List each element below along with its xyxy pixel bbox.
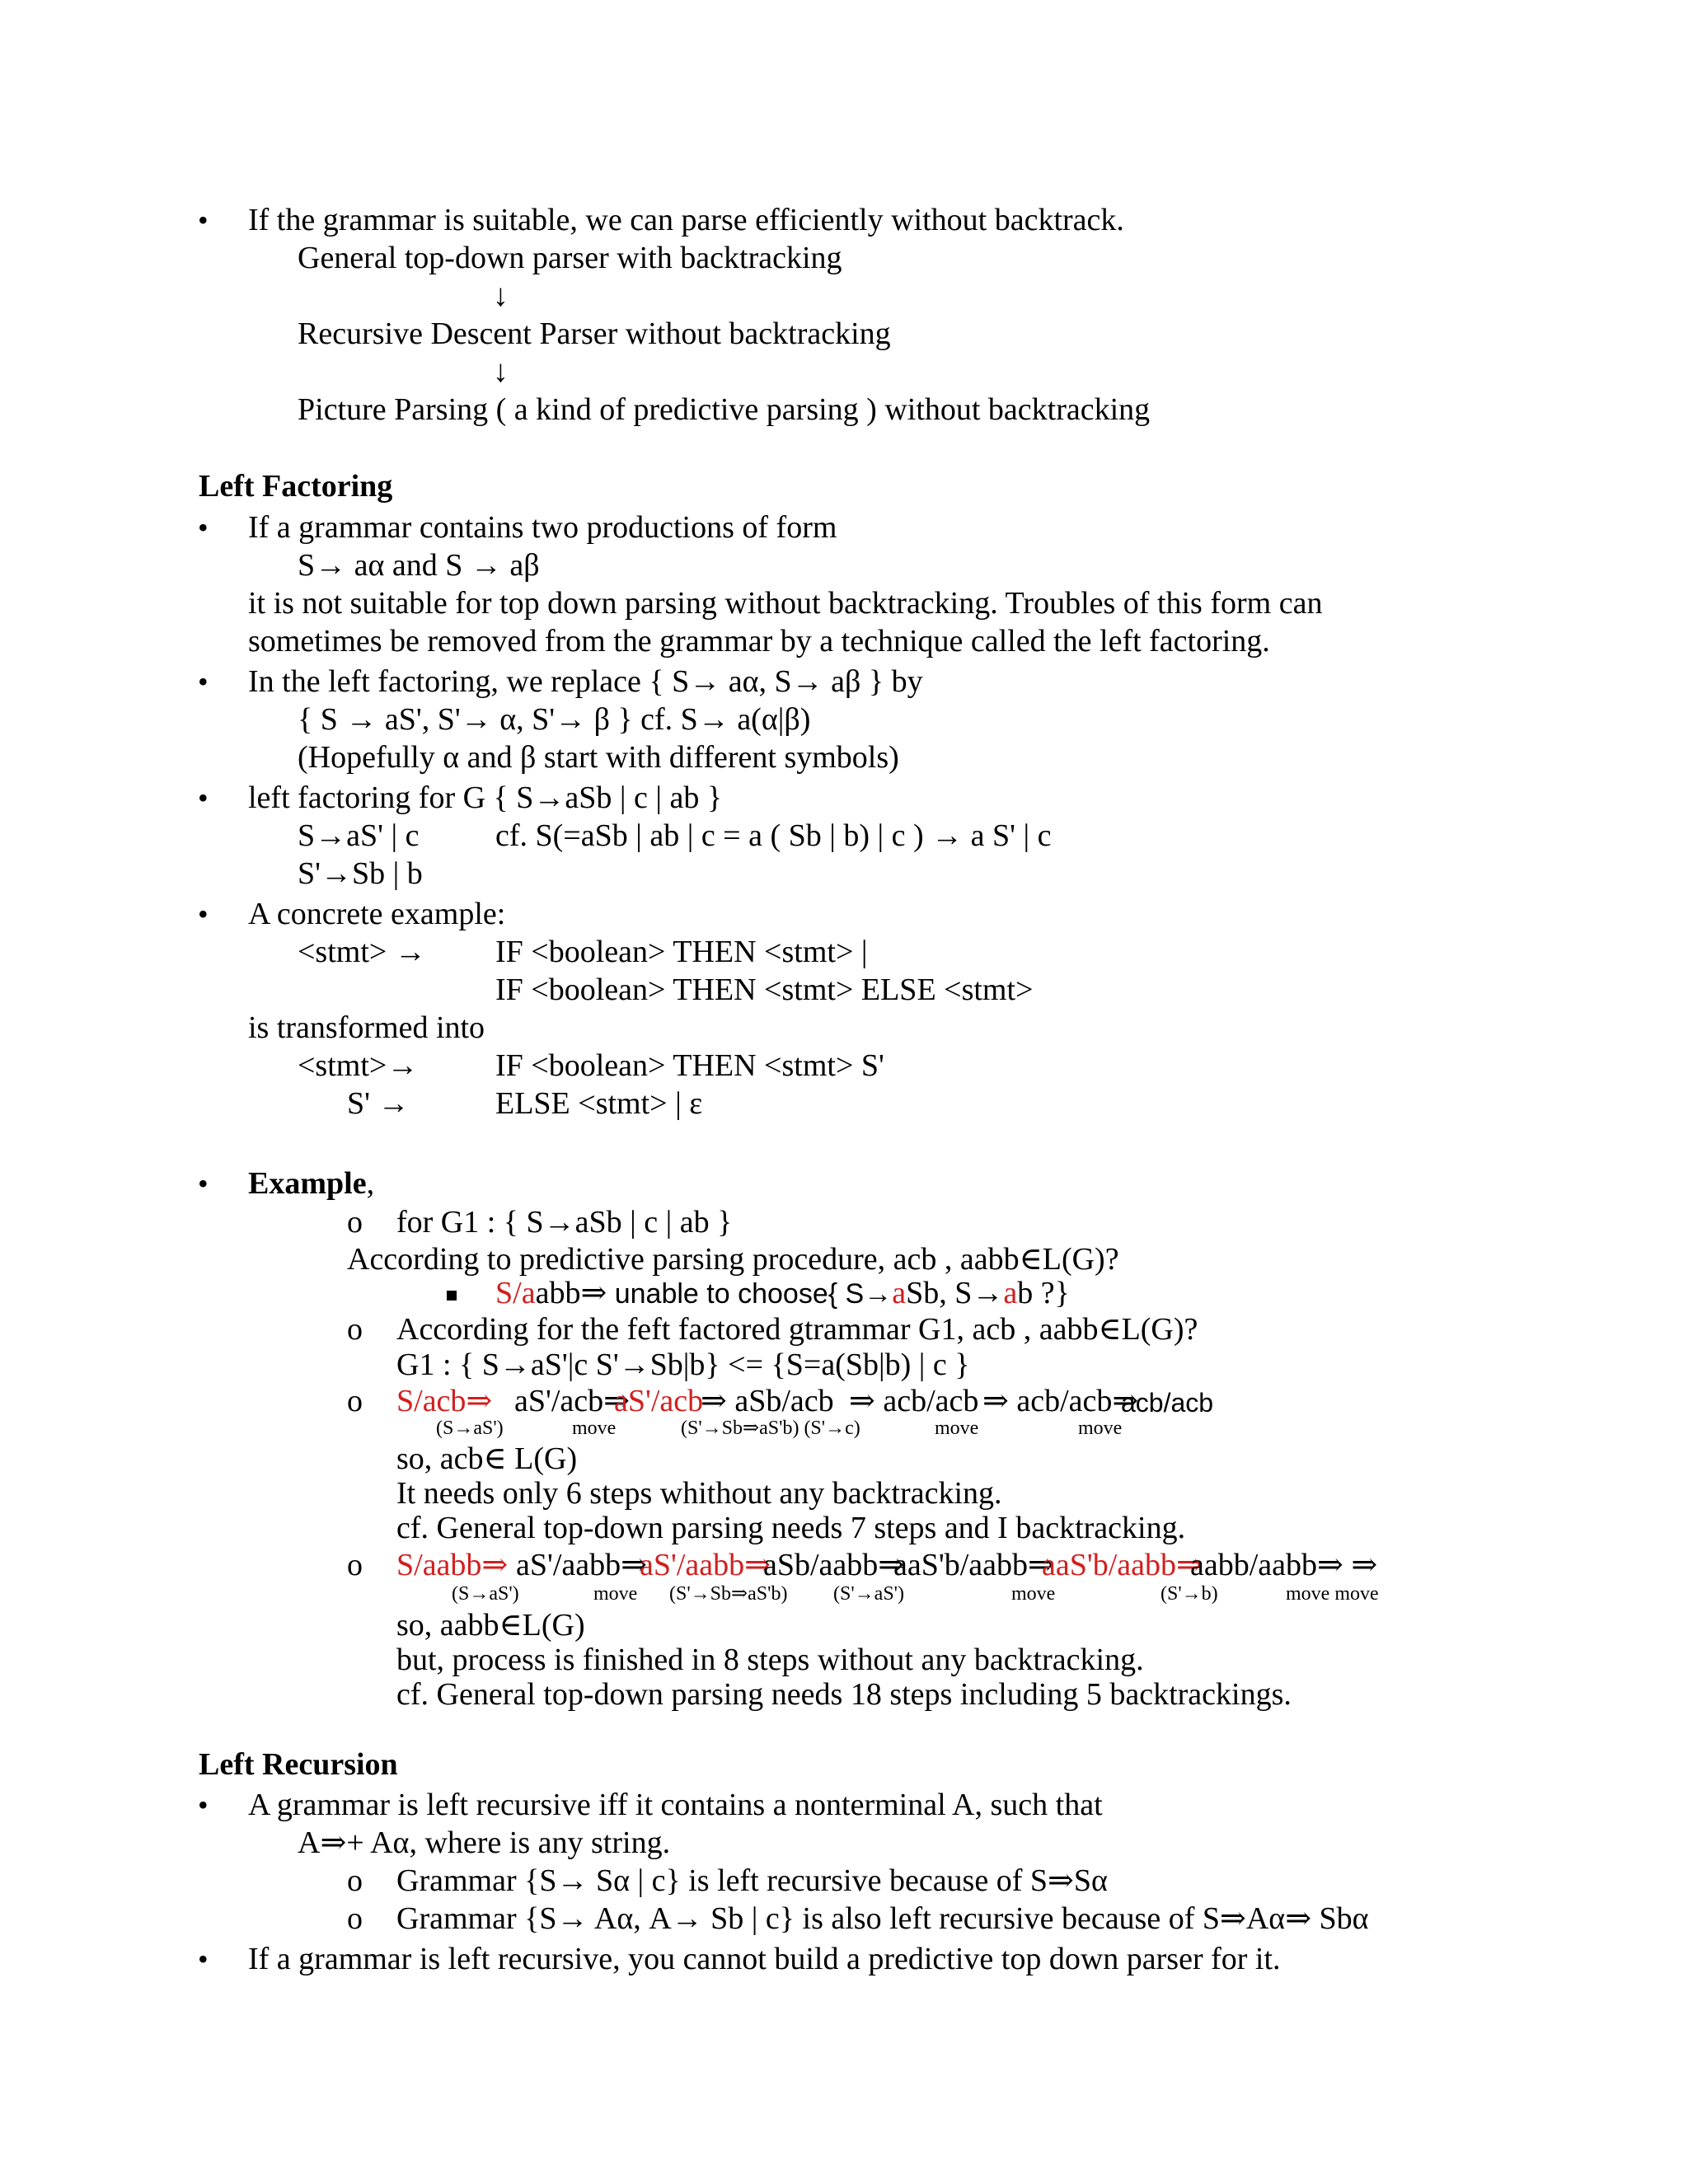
grammar-lhs: S' → [347,1086,410,1121]
lr-bullet-1: A grammar is left recursive iff it contains a nonterminal A, such that [248,1788,1103,1822]
grammar-rhs: ELSE <stmt> | ε [495,1086,703,1121]
step-note: (S'→b) [1160,1583,1218,1605]
lf-rule: S→aS' | c [298,818,420,853]
step-note: (S'→Sb⇒aS'b) [669,1583,788,1605]
hollow-circle-bullet-icon: o [347,1312,363,1347]
bullet-icon: • [198,204,209,237]
hollow-circle-bullet-icon: o [347,1205,363,1240]
grammar-rhs: IF <boolean> THEN <stmt> ELSE <stmt> [495,972,1034,1007]
bullet-icon: • [198,1167,209,1200]
example-text: but, process is finished in 8 steps without any backtracking. [396,1643,1144,1677]
lr-text: A⇒+ Aα, where is any string. [298,1825,671,1860]
hollow-circle-bullet-icon: o [347,1548,363,1582]
derivation-step: aaS'b/aabb⇒ [893,1548,1054,1582]
step-note: move [593,1583,638,1605]
example-text: According to predictive parsing procedure, acb , aabb∈L(G)? [347,1242,1119,1277]
derivation-step: aaS'b/aabb⇒ [1042,1548,1203,1582]
example-text: G1 : { S→aS'|c S'→Sb|b} <= {S=a(Sb|b) | c } [396,1347,970,1382]
grammar-rhs: IF <boolean> THEN <stmt> S' [495,1048,884,1083]
lf-rule: cf. S(=aSb | ab | c = a ( Sb | b) | c ) → a S' | c [495,818,1052,853]
example-text: cf. General top-down parsing needs 18 steps including 5 backtrackings. [396,1677,1292,1712]
example-comma: , [366,1166,375,1201]
grammar-lhs: <stmt>→ [298,1048,419,1083]
derivation-step: aS'/aabb⇒ [516,1548,647,1582]
step-note: move [572,1418,617,1439]
lf-rule: { S → aS', S'→ α, S'→ β } cf. S→ a(α|β) [298,702,811,737]
hollow-circle-bullet-icon: o [347,1901,363,1936]
lr-sub-item-1: Grammar {S→ Sα | c} is left recursive because of S⇒Sα [396,1863,1108,1898]
step-note: (S→aS') [436,1418,504,1439]
lf-bullet-4: A concrete example: [248,897,506,931]
example-heading [248,1165,374,1202]
lf-bullet-2: In the left factoring, we replace { S→ aα, S→ aβ } by [248,664,923,699]
lf-bullet-3: left factoring for G { S→aSb | c | ab } [248,780,723,815]
lf-bullet-1: If a grammar contains two productions of form [248,510,837,545]
bullet-icon: • [198,665,209,698]
example-text: cf. General top-down parsing needs 7 steps and I backtracking. [396,1511,1186,1545]
section-heading-left-recursion: Left Recursion [199,1747,398,1782]
derivation-step: aSb/aabb⇒ [763,1548,905,1582]
intro-line-3: Picture Parsing ( a kind of predictive parsing ) without backtracking [298,392,1151,427]
example-text: so, aabb∈L(G) [396,1608,585,1643]
derivation-step: acb/acb [1121,1388,1214,1418]
example-label: Example [248,1166,367,1201]
derivation-step: aabb/aabb⇒ ⇒ [1190,1548,1378,1582]
derivation-step: aS'/acb [614,1384,704,1418]
derivation-step: aS'/aabb⇒ [640,1548,771,1582]
intro-bullet: If the grammar is suitable, we can parse efficiently without backtrack. [248,203,1124,237]
derivation-step: aS'/acb⇒ [514,1384,630,1418]
example-item-1: for G1 : { S→aSb | c | ab } [396,1205,733,1240]
grammar-lhs: <stmt> → [298,935,426,969]
hollow-circle-bullet-icon: o [347,1384,363,1418]
bullet-icon: • [198,1943,209,1975]
lr-bullet-2: If a grammar is left recursive, you cannot build a predictive top down parser for it. [248,1942,1281,1976]
bullet-icon: • [198,1788,209,1821]
lf-text: it is not suitable for top down parsing without backtracking. Troubles of this form can [248,586,1323,621]
example-item-2: According for the feft factored gtrammar G1, acb , aabb∈L(G)? [396,1312,1198,1347]
step-note: (S'→Sb⇒aS'b) (S'→c) [681,1418,860,1439]
lf-rule: S→ aα and S → aβ [298,548,540,583]
derivation-step: S/aabb⇒ [396,1548,509,1582]
square-bullet-icon [447,1291,457,1301]
step-note: move [1078,1418,1123,1439]
step-note: move [1011,1583,1056,1605]
example-text: so, acb∈ L(G) [396,1441,578,1476]
step-note: (S'→aS') [833,1583,904,1605]
lf-text: sometimes be removed from the grammar by a technique called the left factoring. [248,624,1270,658]
step-note: move move [1286,1583,1379,1605]
derivation-step: ⇒ acb/acb⇒ [982,1384,1139,1418]
bullet-icon: • [198,511,209,544]
derivation-line: S/aabb⇒ unable to choose{ S→aSb, S→ab ?} [495,1276,1070,1310]
intro-line-1: General top-down parser with backtracking [298,241,842,275]
hollow-circle-bullet-icon: o [347,1863,363,1898]
step-note: (S→aS') [452,1583,519,1605]
down-arrow-icon: ↓ [493,354,509,389]
lf-text: (Hopefully α and β start with different symbols) [298,740,899,775]
lf-text: is transformed into [248,1010,485,1045]
down-arrow-icon: ↓ [493,279,509,313]
step-note: move [935,1418,979,1439]
derivation-step: ⇒ aSb/acb [701,1384,834,1418]
derivation-step: ⇒ acb/acb [849,1384,979,1418]
example-text: It needs only 6 steps whithout any backtracking. [396,1476,1002,1511]
lr-sub-item-2: Grammar {S→ Aα, A→ Sb | c} is also left recursive because of S⇒Aα⇒ Sbα [396,1901,1369,1936]
lf-rule: S'→Sb | b [298,856,423,891]
bullet-icon: • [198,781,209,814]
intro-line-2: Recursive Descent Parser without backtracking [298,316,891,351]
bullet-icon: • [198,898,209,930]
section-heading-left-factoring: Left Factoring [199,469,393,504]
grammar-rhs: IF <boolean> THEN <stmt> | [495,935,868,969]
derivation-step: S/acb⇒ [396,1384,493,1418]
